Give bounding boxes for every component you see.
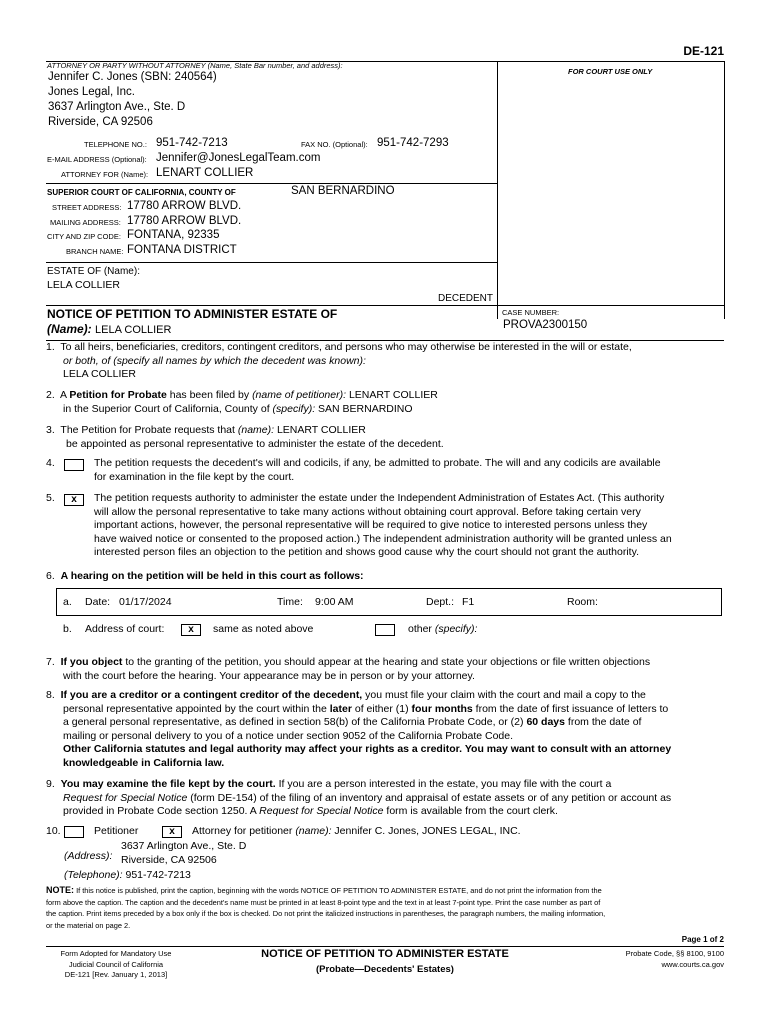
item-2-c: in the Superior Court of California, County of — [63, 402, 270, 415]
item-2-county[interactable]: SAN BERNARDINO — [318, 402, 413, 415]
footer-subtitle: (Probate—Decedents' Estates) — [316, 964, 454, 975]
item-10-telephone-row — [64, 869, 191, 883]
attorney-petitioner-checkbox[interactable]: x — [162, 826, 182, 838]
item-6-text: A hearing on the petition will be held in this court as follows: — [60, 570, 364, 582]
item-4-line: for examination in the file kept by the court. — [94, 470, 295, 483]
court-title: SUPERIOR COURT OF CALIFORNIA, COUNTY OF — [47, 188, 236, 197]
item-8-a: you must file your claim with the court and mail a copy to the — [365, 689, 646, 701]
item-4-checkbox[interactable] — [64, 459, 84, 471]
hearing-time[interactable]: 9:00 AM — [315, 596, 354, 608]
item-10-address-line: 3637 Arlington Ave., Ste. D — [121, 840, 247, 852]
petitioner-label: Petitioner — [94, 825, 139, 837]
item-10-address-label: (Address): — [64, 850, 113, 862]
item-1-value[interactable]: LELA COLLIER — [63, 368, 136, 380]
attorney-block — [48, 70, 217, 130]
attorney-label: ATTORNEY OR PARTY WITHOUT ATTORNEY (Name, State Bar number, and address): — [47, 61, 343, 70]
same-address-checkbox[interactable]: x — [181, 624, 201, 636]
item-8-c1: a general personal representative, as defined in section 58(b) of the California Probate Code, or (2) — [63, 716, 524, 728]
note — [46, 885, 726, 931]
attorney-line: 3637 Arlington Ave., Ste. D — [48, 101, 186, 113]
item-2-a: A — [60, 389, 67, 401]
item-2-name-label: (name of petitioner): — [252, 389, 347, 401]
item-4-line: The petition requests the decedent's will and codicils, if any, be admitted to probate. The will and any codicils are available — [94, 457, 661, 469]
item-8-e: Other California statutes and legal authority may affect your rights as a creditor. You may want to consult with an attorney — [63, 743, 672, 755]
item-1: 1. To all heirs, beneficiaries, creditors, contingent creditors, and persons who may otherwise be interested in the will or estate, or both, of (specify all names by which the decedent was known): LELA COLLIER — [46, 341, 726, 382]
same-address-label: same as noted above — [213, 623, 314, 635]
city-label: CITY AND ZIP CODE: — [47, 232, 121, 241]
footer-right — [626, 949, 724, 970]
item-8-bold: If you are a creditor or a contingent creditor of the decedent, — [60, 689, 363, 701]
item-9: 9. You may examine the file kept by the court. If you are a person interested in the estate, you may file with the court a Request for Special Notice (form DE-154) of the filing of an inventory and appraisal of estate assets or of any petition or account as provided in Probate Code section 1250. A Request for Special Notice form is available from the court clerk. — [46, 778, 672, 817]
decedent-label: DECEDENT — [438, 293, 494, 304]
footer-right-line: Probate Code, §§ 8100, 9100 — [625, 949, 724, 958]
attorney-petitioner-label: Attorney for petitioner — [192, 825, 293, 837]
hearing-a-label: a. — [63, 596, 72, 608]
other-address-label: other — [408, 623, 432, 635]
item-3: 3. The Petition for Probate requests that (name): LENART COLLIER be appointed as personal representative to administer the estate of the decedent. — [46, 424, 726, 451]
item-8-b1: personal representative appointed by the court within the — [63, 702, 327, 715]
footer-left-line: Judicial Council of California — [68, 959, 164, 969]
item-10-address-line: Riverside, CA 92506 — [121, 853, 217, 866]
item-9-c-italic: Request for Special Notice — [259, 805, 384, 817]
case-number[interactable]: PROVA2300150 — [503, 319, 588, 331]
attorney-line: Jones Legal, Inc. — [48, 86, 135, 98]
item-5-line: have waived notice or consented to the proposed action.) The independent administration authority will be granted unless an — [94, 532, 672, 545]
court-use-label: FOR COURT USE ONLY — [568, 67, 653, 76]
email-label: E-MAIL ADDRESS (Optional): — [47, 155, 147, 164]
item-9-c2: form is available from the court clerk. — [386, 805, 558, 817]
item-3-name[interactable]: LENART COLLIER — [276, 424, 366, 436]
estate-label: ESTATE OF (Name): — [47, 266, 140, 277]
item-9-b: (form DE-154) of the filing of an inventory and appraisal of estate assets or of any petition or account as — [190, 791, 672, 804]
item-8-f: knowledgeable in California law. — [63, 756, 225, 769]
hearing-dept-label: Dept.: — [426, 596, 455, 608]
item-10-attorney-row — [192, 825, 521, 839]
branch-label: BRANCH NAME: — [66, 247, 124, 256]
email-value[interactable]: Jennifer@JonesLegalTeam.com — [156, 152, 321, 164]
mailing-label: MAILING ADDRESS: — [50, 218, 121, 227]
hearing-date-label: Date: — [85, 596, 111, 608]
item-5-line: will allow the personal representative to take many actions without obtaining court approval. Before taking certain very — [94, 505, 641, 518]
notice-name-row — [47, 322, 171, 336]
other-address-checkbox[interactable] — [375, 624, 395, 636]
item-10-telephone[interactable]: 951-742-7213 — [125, 869, 191, 881]
item-5-checkbox[interactable]: x — [64, 494, 84, 506]
item-5-line: important actions, however, the personal representative will be required to give notice to interested persons unless they — [94, 519, 648, 531]
item-3-name-label: (name): — [237, 424, 275, 436]
branch-value[interactable]: FONTANA DISTRICT — [127, 244, 237, 256]
item-9-c1: provided in Probate Code section 1250. A — [63, 805, 257, 817]
note-line: If this notice is published, print the caption, beginning with the words NOTICE OF PETITION TO ADMINISTER ESTATE, and do not print the information from the — [76, 886, 602, 895]
city-value[interactable]: FONTANA, 92335 — [127, 229, 220, 241]
hearing-time-label: Time: — [277, 596, 303, 608]
note-line: the caption. Print items preceded by a box only if the box is checked. Do not print the italicized instructions in parentheses, the paragraph numbers, the mailing information, — [46, 909, 606, 918]
item-10-name-label: (name): — [295, 825, 332, 837]
attorney-for-label: ATTORNEY FOR (Name): — [61, 170, 149, 179]
petitioner-checkbox[interactable] — [64, 826, 84, 838]
case-number-label: CASE NUMBER: — [502, 308, 560, 317]
item-8-d: mailing or personal delivery to you of a notice under section 9052 of the California Probate Code. — [63, 729, 514, 742]
item-3-a: The Petition for Probate requests that — [60, 424, 235, 436]
item-7-bold: If you object — [60, 656, 123, 668]
hearing-b-label: b. — [63, 623, 72, 635]
item-8-60-days: 60 days — [526, 716, 565, 728]
item-9-a: If you are a person interested in the estate, you may file with the court a — [278, 778, 612, 790]
telephone-label: TELEPHONE NO.: — [84, 140, 147, 149]
item-5-line: The petition requests authority to administer the estate under the Independent Administration of Estates Act. (This authority — [94, 492, 665, 504]
item-8-b3: from the date of first issuance of letters to — [475, 702, 669, 715]
item-5: 5. x The petition requests authority to administer the estate under the Independent Administration of Estates Act. (This authority will allow the personal representative to take many actions without obtaining court approval. Before taking certain very important actions, however, the personal representative will be required to give notice to interested persons unless they have waived notice or consented to the proposed action.) The independent administration authority will be granted unless an interested person files an objection to the petition and shows good cause why the court should not grant the authority. — [46, 492, 726, 560]
hearing-room-label: Room: — [567, 596, 598, 608]
item-1-text2: or both, of (specify all names by which the decedent was known): — [63, 354, 366, 367]
notice-title: NOTICE OF PETITION TO ADMINISTER ESTATE OF — [47, 307, 338, 321]
note-line: or the material on page 2. — [46, 920, 131, 930]
footer-left-line: Form Adopted for Mandatory Use — [60, 949, 172, 958]
item-10-address[interactable] — [121, 840, 246, 867]
item-8-b2: of either (1) — [354, 702, 409, 715]
footer-left — [46, 949, 186, 981]
note-label: NOTE: — [46, 885, 74, 895]
item-7-b: with the court before the hearing. Your appearance may be in person or by your attorney. — [63, 669, 475, 682]
item-2-name[interactable]: LENART COLLIER — [348, 389, 438, 401]
other-address-row — [408, 623, 477, 637]
court-county[interactable]: SAN BERNARDINO — [291, 185, 395, 197]
item-6: 6. A hearing on the petition will be held in this court as follows: — [46, 570, 364, 582]
item-8-later: later — [329, 702, 352, 715]
item-2-b: has been filed by — [169, 389, 250, 401]
footer-left-line: DE-121 [Rev. January 1, 2013] — [64, 970, 168, 979]
item-7-a: to the granting of the petition, you should appear at the hearing and state your objections or file written objections — [125, 656, 651, 668]
notice-name[interactable]: LELA COLLIER — [95, 324, 172, 336]
page-number: Page 1 of 2 — [681, 935, 724, 944]
item-2-bold: Petition for Probate — [69, 389, 167, 401]
item-10-telephone-label: (Telephone): — [64, 869, 123, 881]
item-1-text: To all heirs, beneficiaries, creditors, contingent creditors, and persons who may otherwise be interested in the will or estate, — [60, 341, 632, 353]
item-5-line: interested person files an objection to the petition and shows good cause why the court should not grant the authority. — [94, 546, 639, 558]
item-10-name[interactable]: Jennifer C. Jones, JONES LEGAL, INC. — [334, 825, 521, 837]
hearing-address-label: Address of court: — [85, 623, 165, 635]
attorney-line: Riverside, CA 92506 — [48, 116, 153, 128]
item-8-c2: from the date of — [567, 716, 642, 728]
form-id: DE-121 — [683, 44, 724, 58]
note-line: form above the caption. The caption and the decedent's name must be printed in at least 8-point type and the text in at least 7-point type. Print the case number as part of — [46, 897, 601, 907]
fax-value[interactable]: 951-742-7293 — [377, 137, 449, 149]
item-10-number: 10. — [46, 825, 61, 837]
other-specify-label: (specify): — [434, 623, 478, 635]
telephone-value[interactable]: 951-742-7213 — [156, 137, 228, 149]
footer-right-line: www.courts.ca.gov — [661, 959, 724, 969]
item-8-four-months: four months — [411, 702, 473, 715]
footer-title: NOTICE OF PETITION TO ADMINISTER ESTATE — [261, 948, 509, 960]
item-2: 2. A Petition for Probate has been filed by (name of petitioner): LENART COLLIER in the Superior Court of California, County of (specify): SAN BERNARDINO — [46, 389, 438, 415]
estate-name[interactable]: LELA COLLIER — [47, 279, 120, 291]
hearing-date[interactable]: 01/17/2024 — [119, 596, 172, 608]
hearing-dept[interactable]: F1 — [462, 596, 475, 608]
mailing-value[interactable]: 17780 ARROW BLVD. — [127, 215, 242, 227]
street-value[interactable]: 17780 ARROW BLVD. — [127, 200, 242, 212]
attorney-line: Jennifer C. Jones (SBN: 240564) — [48, 71, 217, 83]
item-9-b-italic: Request for Special Notice — [63, 791, 188, 804]
fax-label: FAX NO. (Optional): — [301, 140, 368, 149]
item-7: 7. If you object to the granting of the petition, you should appear at the hearing and state your objections or file written objections with the court before the hearing. Your appearance may be in person or by your attorney. — [46, 656, 726, 683]
notice-name-label: (Name): — [47, 322, 92, 336]
item-4: 4. The petition requests the decedent's will and codicils, if any, be admitted to probate. The will and any codicils are available for examination in the file kept by the court. — [46, 457, 726, 484]
item-9-bold: You may examine the file kept by the court. — [60, 778, 276, 790]
item-2-county-label: (specify): — [272, 402, 316, 415]
street-label: STREET ADDRESS: — [52, 203, 122, 212]
item-8: 8. If you are a creditor or a contingent creditor of the decedent, you must file your claim with the court and mail a copy to the personal representative appointed by the court within the later of either (1) four months from the date of first issuance of letters to a general personal representative, as defined in section 58(b) of the California Probate Code, or (2) 60 days from the date of mailing or personal delivery to you of a notice under section 9052 of the California Probate Code. Other California statutes and legal authority may affect your rights as a creditor. You may want to consult with an attorney knowledgeable in California law. — [46, 689, 726, 770]
attorney-for-value[interactable]: LENART COLLIER — [156, 167, 254, 179]
item-3-b: be appointed as personal representative to administer the estate of the decedent. — [66, 437, 444, 450]
